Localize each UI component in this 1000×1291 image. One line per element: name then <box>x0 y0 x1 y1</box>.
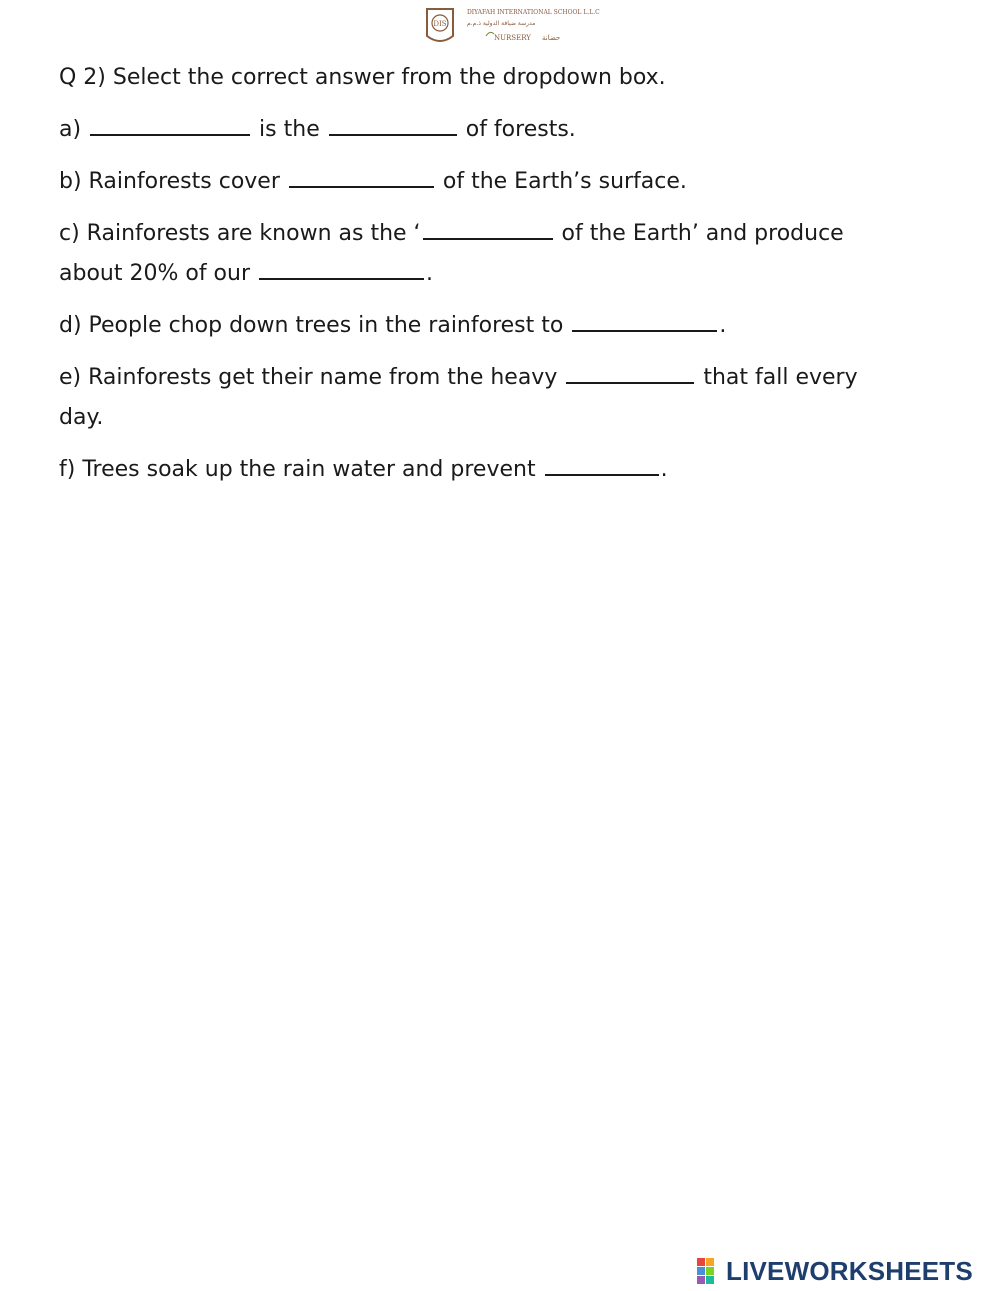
item-f-suffix: . <box>660 457 668 482</box>
school-crest-icon <box>427 9 453 41</box>
item-d-suffix: . <box>719 313 727 338</box>
item-c-line2-prefix: about 20% of our <box>59 261 257 286</box>
nursery-label-ar: حضانة <box>542 34 561 42</box>
question-item-d <box>59 306 959 346</box>
question-item-c-line2 <box>59 254 959 294</box>
item-a-prefix: a) <box>59 117 89 142</box>
liveworksheets-blocks-icon <box>697 1258 723 1284</box>
answer-dropdown-a1[interactable] <box>90 110 250 136</box>
answer-dropdown-f[interactable] <box>545 450 659 476</box>
question-item-a <box>59 110 959 150</box>
question-title: Q 2) Select the correct answer from the dropdown box. <box>59 65 666 90</box>
question-item-e-line2 <box>59 398 959 438</box>
question-item-c <box>59 214 959 254</box>
answer-dropdown-a2[interactable] <box>329 110 457 136</box>
school-name-ar: مدرسة ضيافة الدولية ذ.م.م <box>467 20 536 27</box>
school-name-en: DIYAFAH INTERNATIONAL SCHOOL L.L.C <box>467 9 600 16</box>
leaf-icon <box>486 32 494 36</box>
item-b-suffix: of the Earth’s surface. <box>435 169 687 194</box>
answer-dropdown-c1[interactable] <box>423 214 553 240</box>
item-c-prefix: c) Rainforests are known as the ‘ <box>59 221 421 246</box>
question-item-e <box>59 358 959 398</box>
item-c-line2-suffix: . <box>426 261 433 286</box>
item-c-mid: of the Earth’ and produce <box>554 221 844 246</box>
school-logo <box>424 6 620 46</box>
brand-name: LIVEWORKSHEETS <box>726 1255 973 1286</box>
liveworksheets-brand[interactable] <box>697 1255 973 1287</box>
answer-dropdown-c2[interactable] <box>259 254 424 280</box>
item-e-line2-prefix: day. <box>59 405 104 430</box>
question-block <box>59 58 959 502</box>
answer-dropdown-d[interactable] <box>572 306 717 332</box>
question-item-b <box>59 162 959 202</box>
item-e-prefix: e) Rainforests get their name from the heavy <box>59 365 565 390</box>
item-b-prefix: b) Rainforests cover <box>59 169 287 194</box>
item-f-prefix: f) Trees soak up the rain water and prevent <box>59 457 543 482</box>
answer-dropdown-e[interactable] <box>566 358 694 384</box>
item-a-suffix: of forests. <box>458 117 576 142</box>
item-a-mid: is the <box>252 117 327 142</box>
item-d-prefix: d) People chop down trees in the rainforest to <box>59 313 571 338</box>
nursery-label-en: NURSERY <box>494 34 531 42</box>
crest-initials: DIS <box>433 20 447 28</box>
item-e-mid: that fall every <box>696 365 858 390</box>
answer-dropdown-b[interactable] <box>289 162 434 188</box>
question-item-f <box>59 450 959 490</box>
